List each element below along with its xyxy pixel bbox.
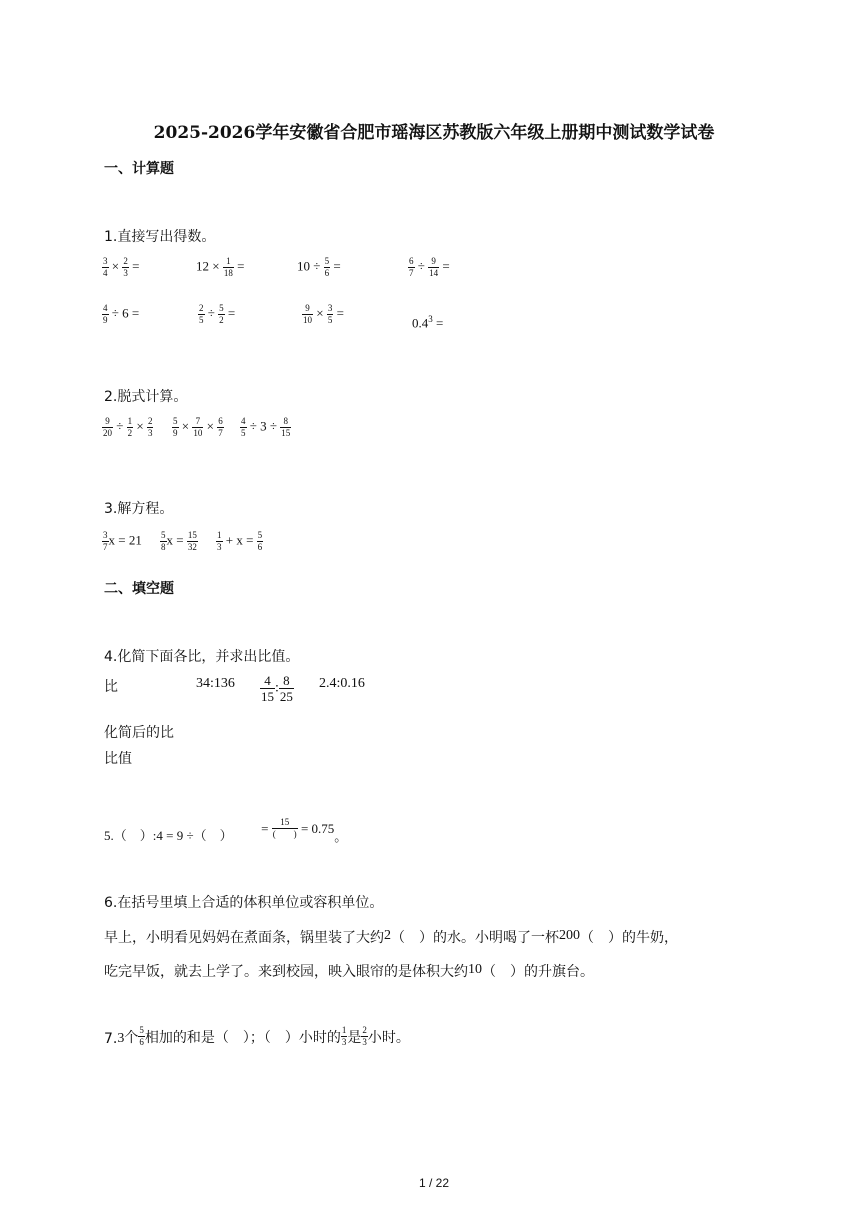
section-heading-fill-in: 二、填空题	[104, 581, 174, 597]
q1-expression-3: 10 ÷ $\frac{5}{6}$ =	[297, 256, 341, 278]
question-6-line-2: 吃完早饭，就去上学了。来到校园，映入眼帘的是体积大约10（ ）的升旗台。	[104, 962, 594, 980]
page-number: 1 / 22	[418, 1176, 450, 1190]
q1-expression-7: $\frac{9}{10}$ × $\frac{3}{5}$ =	[303, 303, 344, 325]
q2-expression-a: $\frac{9}{20}$ ÷ $\frac{1}{2}$ × $\frac{2}{3}$	[103, 416, 153, 438]
q3-equation-a: $\frac{3}{7}$ x = 21	[103, 530, 142, 552]
question-3-label: 3.解方程。	[104, 501, 174, 517]
q1-expression-5: $\frac{4}{9}$ ÷ 6 =	[103, 303, 140, 325]
question-7: 7.3个 $\frac{5}{6}$ 相加的和是（ ）；（ ）小时的 $\frac{1}{3}$ 是 $\frac{2}{3}$ 小时。	[104, 1025, 410, 1047]
q4-row-header-ratio: 比	[104, 679, 118, 695]
q4-row-header-simplified: 化简后的比	[104, 725, 174, 741]
question-4-label: 4.化简下面各比，并求出比值。	[104, 649, 300, 665]
question-5: 5.（ ）:4 = 9 ÷（ ） = $\frac{15}{( )}$ = 0.75。	[104, 817, 348, 844]
question-1-label: 1.直接写出得数。	[104, 229, 216, 245]
page-title: 2025-2026学年安徽省合肥市瑶海区苏教版六年级上册期中测试数学试卷	[153, 123, 715, 143]
q4-row-header-value: 比值	[104, 751, 132, 767]
q1-expression-8: $0.4^3$ =	[412, 314, 444, 331]
question-6-line-1: 早上，小明看见妈妈在煮面条，锅里装了大约2（ ）的水。小明喝了一杯200（ ）的牛奶，	[104, 928, 678, 946]
q4-ratio-2: $\frac{4}{15}$ : $\frac{8}{25}$	[261, 673, 293, 704]
question-2-label: 2.脱式计算。	[104, 389, 188, 405]
q3-equation-c: $\frac{1}{3}$ + x = $\frac{5}{6}$	[217, 530, 263, 552]
question-6-label: 6.在括号里填上合适的体积单位或容积单位。	[104, 895, 384, 911]
q2-expression-c: $\frac{4}{5}$ ÷ 3 ÷ $\frac{8}{15}$	[241, 416, 291, 438]
q3-equation-b: $\frac{5}{8}$ x = $\frac{15}{32}$	[161, 530, 197, 552]
q4-ratio-1: 34:136	[196, 676, 235, 691]
q1-expression-4: $\frac{6}{7}$ ÷ $\frac{9}{14}$ =	[409, 256, 450, 278]
q1-expression-2: 12 × $\frac{1}{18}$ =	[196, 256, 245, 278]
q1-expression-6: $\frac{2}{5}$ ÷ $\frac{5}{2}$ =	[199, 303, 236, 325]
q2-expression-b: $\frac{5}{9}$ × $\frac{7}{10}$ × $\frac{6}{7}$	[173, 416, 223, 438]
section-heading-calculation: 一、计算题	[104, 161, 174, 177]
q4-ratio-3: 2.4:0.16	[319, 676, 365, 691]
q1-expression-1: $\frac{3}{4}$ × $\frac{2}{3}$ =	[103, 256, 140, 278]
